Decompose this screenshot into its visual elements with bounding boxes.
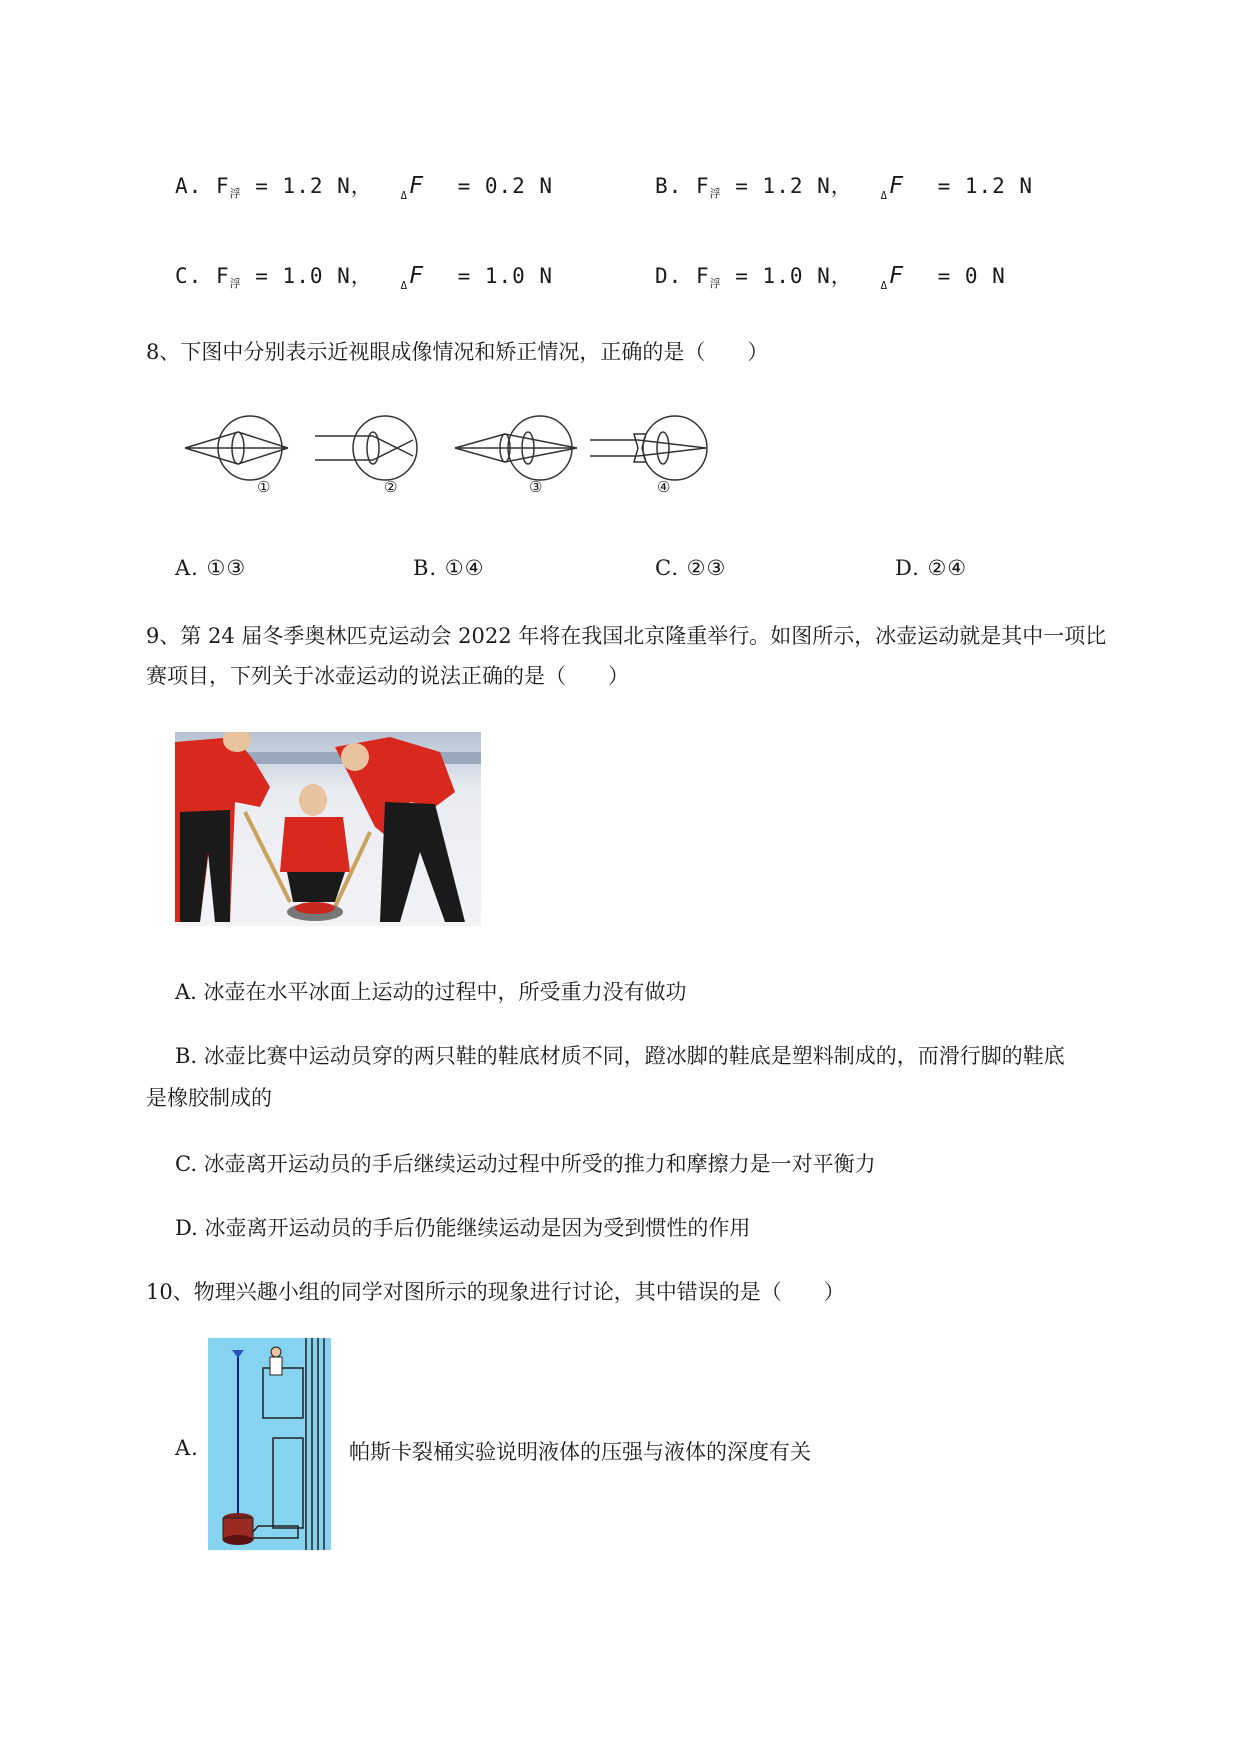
q10-stem: 10、物理兴趣小组的同学对图所示的现象进行讨论，其中错误的是（ ） [146,1280,845,1304]
q8-option-a[interactable]: A. ①③ [175,556,247,580]
eye-diagram-1 [185,416,288,480]
q9-stem-line1: 9、第 24 届冬季奥林匹克运动会 2022 年将在我国北京隆重举行。如图所示，冰壶运动就是其中一项比 [146,624,1107,648]
delta-f-value: = 0 N [937,264,1006,288]
q9-option-a[interactable]: A. 冰壶在水平冰面上运动的过程中，所受重力没有做功 [175,980,687,1004]
q8-stem: 8、下图中分别表示近视眼成像情况和矫正情况，正确的是（ ） [146,340,769,364]
subscript: 浮 [229,187,242,200]
q10-option-a-letter[interactable]: A. [175,1436,199,1460]
delta-f-value: = 0.2 N [457,174,554,198]
pascal-barrel-image [208,1338,331,1550]
buoyancy-value: = 1.0 N， [735,264,853,288]
subscript: 浮 [709,277,722,290]
buoyancy-symbol: F [215,264,230,288]
force-symbol: F [889,173,904,199]
eye-diagram-3 [455,416,577,480]
q7-option-d[interactable] [655,260,1006,292]
q8-option-d[interactable]: D. ②④ [895,556,968,580]
q9-option-c[interactable]: C. 冰壶离开运动员的手后继续运动过程中所受的推力和摩擦力是一对平衡力 [175,1152,876,1176]
delta-symbol: Δ [400,189,409,202]
q7-option-a[interactable] [175,170,553,202]
q8-option-c[interactable]: C. ②③ [655,556,727,580]
option-letter: C. [175,264,203,288]
eye-diagram-4 [590,416,707,480]
eye-diagram-2 [315,416,417,480]
option-letter: A. [175,174,203,198]
q7-option-b[interactable] [655,170,1033,202]
option-letter: D. [655,264,683,288]
buoyancy-value: = 1.0 N， [255,264,373,288]
q10-option-a-text: 帕斯卡裂桶实验说明液体的压强与液体的深度有关 [349,1440,811,1464]
eye-label-3: ③ [529,478,543,496]
buoyancy-symbol: F [695,264,710,288]
curling-photo [175,732,481,926]
delta-f-value: = 1.2 N [937,174,1034,198]
q9-option-d[interactable]: D. 冰壶离开运动员的手后仍能继续运动是因为受到惯性的作用 [175,1216,751,1240]
subscript: 浮 [709,187,722,200]
buoyancy-value: = 1.2 N， [735,174,853,198]
buoyancy-symbol: F [215,174,230,198]
q9-stem-line2: 赛项目，下列关于冰壶运动的说法正确的是（ ） [146,664,629,688]
force-symbol: F [889,263,904,289]
delta-f-value: = 1.0 N [457,264,554,288]
eye-label-2: ② [384,478,398,496]
option-letter: B. [655,174,683,198]
q9-option-b-line1[interactable]: B. 冰壶比赛中运动员穿的两只鞋的鞋底材质不同，蹬冰脚的鞋底是塑料制成的，而滑行脚的鞋底 [175,1044,1065,1068]
delta-symbol: Δ [400,279,409,292]
q9-option-b-line2[interactable]: 是橡胶制成的 [146,1086,272,1110]
delta-symbol: Δ [880,189,889,202]
force-symbol: F [409,263,424,289]
q8-option-b[interactable]: B. ①④ [413,556,485,580]
subscript: 浮 [229,277,242,290]
eye-label-4: ④ [657,478,671,496]
delta-symbol: Δ [880,279,889,292]
buoyancy-symbol: F [695,174,710,198]
q7-option-c[interactable] [175,260,553,292]
force-symbol: F [409,173,424,199]
eye-label-1: ① [257,478,271,496]
buoyancy-value: = 1.2 N， [255,174,373,198]
